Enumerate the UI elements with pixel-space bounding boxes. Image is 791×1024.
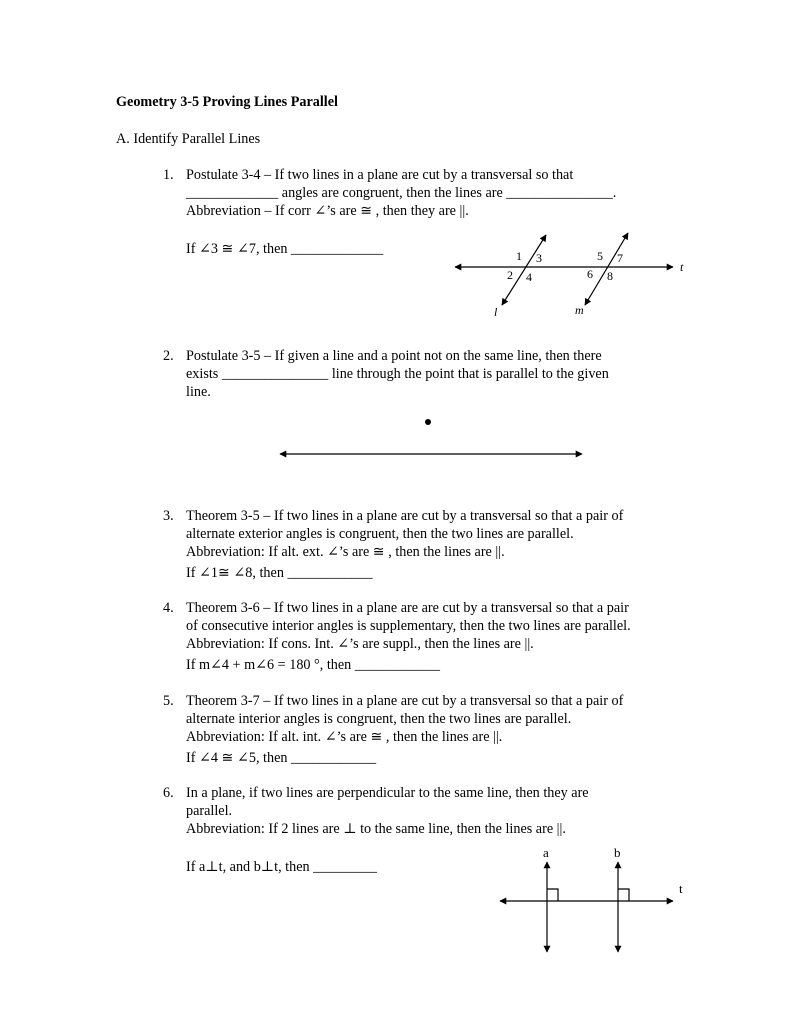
item-text-line: _____________ angles are congruent, then the lines are _______________. bbox=[186, 185, 617, 201]
item-text-line: Postulate 3-5 – If given a line and a point not on the same line, then there bbox=[186, 348, 602, 364]
item-text-line: Abbreviation: If alt. int. ∠’s are ≅ , then the lines are ||. bbox=[186, 729, 503, 745]
label-b: b bbox=[614, 845, 621, 860]
angle-label: 4 bbox=[526, 270, 532, 284]
item-number: 1. bbox=[163, 167, 174, 183]
point bbox=[425, 419, 431, 425]
item-text-line: Abbreviation: If alt. ext. ∠’s are ≅ , then the lines are ||. bbox=[186, 544, 505, 560]
item-number: 6. bbox=[163, 785, 174, 801]
item-text-line: parallel. bbox=[186, 803, 233, 819]
item-text-line: Theorem 3-7 – If two lines in a plane are cut by a transversal so that a pair of bbox=[186, 693, 624, 709]
angle-label: 5 bbox=[597, 249, 603, 263]
item-text-line: Postulate 3-4 – If two lines in a plane are cut by a transversal so that bbox=[186, 167, 574, 183]
item-example: If ∠4 ≅ ∠5, then ____________ bbox=[186, 750, 377, 766]
label-t: t bbox=[680, 260, 684, 274]
item-example: If ∠1≅ ∠8, then ____________ bbox=[186, 565, 373, 581]
angle-label: 1 bbox=[516, 249, 522, 263]
perpendicular-diagram bbox=[500, 862, 673, 952]
angle-label: 6 bbox=[587, 267, 593, 281]
page-title: Geometry 3-5 Proving Lines Parallel bbox=[116, 94, 338, 110]
label-t: t bbox=[679, 881, 683, 896]
transversal-diagram bbox=[455, 233, 673, 305]
item-text-line: alternate interior angles is congruent, then the two lines are parallel. bbox=[186, 711, 572, 727]
item-text-line: Abbreviation – If corr ∠’s are ≅ , then they are ||. bbox=[186, 203, 469, 219]
right-angle-mark bbox=[547, 889, 558, 901]
angle-label: 3 bbox=[536, 251, 542, 265]
item-text-line: Abbreviation: If 2 lines are ⊥ to the same line, then the lines are ||. bbox=[186, 821, 566, 837]
item-number: 5. bbox=[163, 693, 174, 709]
angle-label: 7 bbox=[617, 251, 623, 265]
label-l: l bbox=[494, 305, 498, 319]
item-text-line: of consecutive interior angles is supplementary, then the two lines are parallel. bbox=[186, 618, 631, 634]
item-number: 3. bbox=[163, 508, 174, 524]
label-a: a bbox=[543, 845, 549, 860]
angle-label: 8 bbox=[607, 269, 613, 283]
section-heading: A. Identify Parallel Lines bbox=[116, 131, 261, 147]
item-text-line: Theorem 3-5 – If two lines in a plane are cut by a transversal so that a pair of bbox=[186, 508, 624, 524]
item-example: If a⊥t, and b⊥t, then _________ bbox=[186, 859, 377, 875]
item-number: 2. bbox=[163, 348, 174, 364]
item-example: If m∠4 + m∠6 = 180 °, then ____________ bbox=[186, 657, 440, 673]
right-angle-mark bbox=[618, 889, 629, 901]
item-text-line: alternate exterior angles is congruent, then the two lines are parallel. bbox=[186, 526, 574, 542]
item-text-line: line. bbox=[186, 384, 211, 400]
item-text-line: Abbreviation: If cons. Int. ∠’s are suppl., then the lines are ||. bbox=[186, 636, 534, 652]
label-m: m bbox=[575, 303, 584, 317]
angle-label: 2 bbox=[507, 268, 513, 282]
item-number: 4. bbox=[163, 600, 174, 616]
item-text-line: exists _______________ line through the point that is parallel to the given bbox=[186, 366, 609, 382]
item-text-line: In a plane, if two lines are perpendicular to the same line, then they are bbox=[186, 785, 589, 801]
item-example: If ∠3 ≅ ∠7, then _____________ bbox=[186, 241, 384, 257]
item-text-line: Theorem 3-6 – If two lines in a plane are are cut by a transversal so that a pair bbox=[186, 600, 629, 616]
